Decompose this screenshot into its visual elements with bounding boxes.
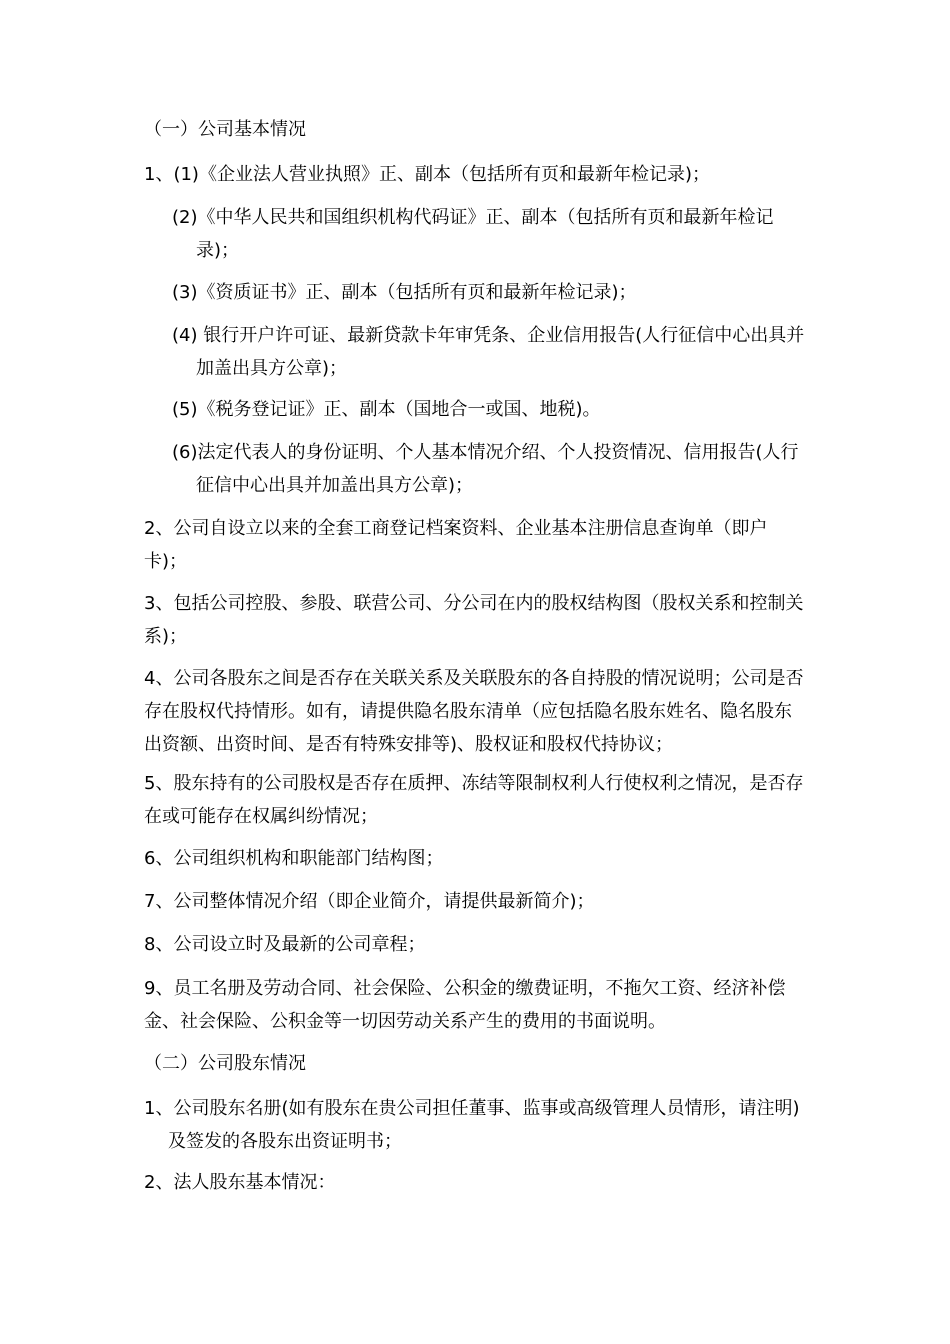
list-item-6: 6、公司组织机构和职能部门结构图； (144, 848, 444, 869)
list-item-1-4: (4) 银行开户许可证、最新贷款卡年审凭条、企业信用报告(人行征信中心出具并加盖出具方公章)； (172, 325, 805, 379)
list-item-1-1: 1、(1)《企业法人营业执照》正、副本（包括所有页和最新年检记录)； (144, 164, 710, 185)
shareholder-item-2: 2、法人股东基本情况： (144, 1172, 336, 1193)
list-item-3: 3、包括公司控股、参股、联营公司、分公司在内的股权结构图（股权关系和控制关系)； (144, 593, 804, 647)
list-item-1-3: (3)《资质证书》正、副本（包括所有页和最新年检记录)； (172, 282, 637, 303)
list-item-5: 5、股东持有的公司股权是否存在质押、冻结等限制权利人行使权利之情况，是否存在或可能存在权属纠纷情况； (144, 773, 804, 827)
section-heading-company-basic: （一）公司基本情况 (144, 119, 306, 140)
list-item-2: 2、公司自设立以来的全套工商登记档案资料、企业基本注册信息查询单（即户卡)； (144, 518, 768, 572)
list-item-9: 9、员工名册及劳动合同、社会保险、公积金的缴费证明，不拖欠工资、经济补偿金、社会保险、公积金等一切因劳动关系产生的费用的书面说明。 (144, 978, 786, 1032)
list-item-1-2: (2)《中华人民共和国组织机构代码证》正、副本（包括所有页和最新年检记录)； (172, 207, 774, 261)
list-item-7: 7、公司整体情况介绍（即企业简介，请提供最新简介)； (144, 891, 595, 912)
list-item-1-5: (5)《税务登记证》正、副本（国地合一或国、地税)。 (172, 399, 601, 420)
section-heading-shareholders: （二）公司股东情况 (144, 1053, 306, 1074)
shareholder-item-1: 1、公司股东名册(如有股东在贵公司担任董事、监事或高级管理人员情形，请注明)及签发的各股东出资证明书； (144, 1098, 800, 1152)
list-item-1-6: (6)法定代表人的身份证明、个人基本情况介绍、个人投资情况、信用报告(人行征信中心出具并加盖出具方公章)； (172, 442, 799, 496)
list-item-8: 8、公司设立时及最新的公司章程； (144, 934, 426, 955)
list-item-4: 4、公司各股东之间是否存在关联关系及关联股东的各自持股的情况说明；公司是否存在股权代持情形。如有，请提供隐名股东清单（应包括隐名股东姓名、隐名股东出资额、出资时间、是否有特殊安排等)、股权证和股权代持协议； (144, 668, 804, 755)
